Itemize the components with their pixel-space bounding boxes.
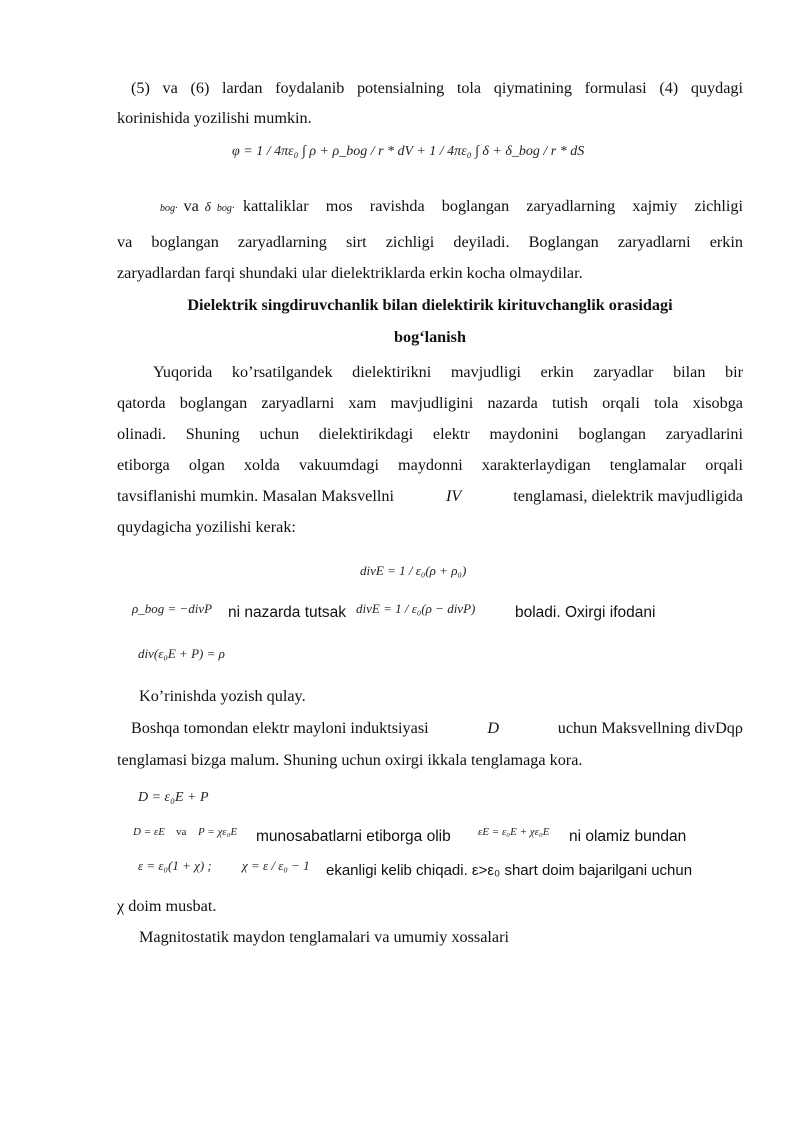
p-formula: P = χε₀E — [198, 826, 238, 838]
paragraph-line: tenglamasi bizga malum. Shuning uchun oxirgi ikkala tenglamaga kora. — [117, 751, 583, 769]
paragraph-line: quydagicha yozilishi kerak: — [117, 518, 296, 536]
paragraph-text: ni nazarda tutsak — [228, 604, 347, 621]
roman-iv: IV — [445, 487, 462, 505]
paragraph-line: olinadi. Shuning uchun dielektirikdagi elektr maydonini boglangan zaryadlarini — [117, 425, 743, 443]
paragraph-line — [117, 718, 743, 738]
formula-text: φ = 1 / 4πε₀ ∫ ρ + ρ_bog / r * dV + 1 / 4πε₀ ∫ δ + δ_bog / r * dS — [232, 144, 585, 159]
chi-formula: χ = ε / ε₀ − 1 — [242, 858, 310, 873]
paragraph-line: (5) va (6) lardan foydalanib potensialning tola qiymatining formulasi (4) quydagi — [131, 79, 743, 97]
paragraph-text: tavsiflanishi mumkin. Masalan Maksvellni — [117, 487, 394, 505]
paragraph-line: va boglangan zaryadlarning sirt zichligi deyiladi. Boglangan zaryadlarni erkin — [117, 233, 743, 251]
paragraph-line — [130, 196, 743, 219]
paragraph-line: etiborga olgan xolda vakuumdagi maydonni xarakterlaydigan tenglamalar orqali — [117, 456, 743, 474]
va-word: va — [183, 197, 199, 215]
paragraph-line: korinishida yozilishi mumkin. — [117, 109, 312, 127]
section-heading: Dielektrik singdiruvchanlik bilan dielektirik kirituvchanglik orasidagi — [187, 296, 673, 314]
paragraph-line: Magnitostatik maydon tenglamalari va umumiy xossalari — [139, 928, 509, 946]
rho-bog-formula: ρ_bog = −divP — [132, 601, 213, 616]
div-e-formula: divE = 1 / ε₀(ρ − divP) — [356, 601, 476, 616]
paragraph-text: ni olamiz bundan — [569, 828, 687, 845]
paragraph-line: Yuqorida ko’rsatilgandek dielektirikni mavjudligi erkin zaryadlar bilan bir — [153, 363, 743, 381]
section-heading-line-2: bog‘lanish — [394, 328, 466, 346]
paragraph-line: zaryadlardan farqi shundaki ular dielektriklarda erkin kocha olmaydilar. — [117, 264, 583, 282]
div-formula: div(ε₀E + P) = ρ — [138, 646, 225, 661]
bog-subscript: bog· — [160, 203, 178, 214]
d-formula: D = ε₀E + P — [138, 790, 209, 805]
paragraph-line: χ doim musbat. — [117, 897, 217, 915]
paragraph-text: boladi. Oxirgi ifodani — [515, 604, 656, 621]
paragraph-line: Ko’rinishda yozish qulay. — [139, 687, 306, 705]
paragraph-line — [117, 486, 743, 506]
paragraph-text: kattaliklar mos ravishda boglangan zaryadlarning xajmiy zichligi — [243, 197, 743, 215]
paragraph-line: qatorda boglangan zaryadlarni xam mavjudligini nazarda tutish orqali tola xisobga — [117, 394, 743, 412]
eps-formula: ε = ε₀(1 + χ) ; — [138, 858, 212, 873]
d-symbol: D — [487, 719, 500, 737]
eps-e-formula: εE = ε₀E + χε₀E — [478, 826, 550, 838]
bog-subscript-2: bog· — [216, 203, 235, 214]
delta-symbol: δ — [204, 199, 211, 214]
potential-formula — [232, 144, 584, 160]
d-eps-formula: D = εE — [133, 826, 165, 838]
divergence-formula: divE = 1 / ε₀(ρ + ρ₀) — [360, 563, 467, 578]
paragraph-text: tenglamasi, dielektrik mavjudligida — [513, 487, 743, 505]
paragraph-text: Boshqa tomondan elektr mayloni induktsiyasi — [131, 719, 429, 737]
paragraph-text: munosabatlarni etiborga olib — [256, 828, 451, 845]
va-word: va — [176, 826, 187, 838]
paragraph-text: uchun Maksvellning divDqρ — [557, 719, 743, 737]
paragraph-text: ekanligi kelib chiqadi. ε>ε₀ shart doim bajarilgani uchun — [326, 862, 693, 879]
